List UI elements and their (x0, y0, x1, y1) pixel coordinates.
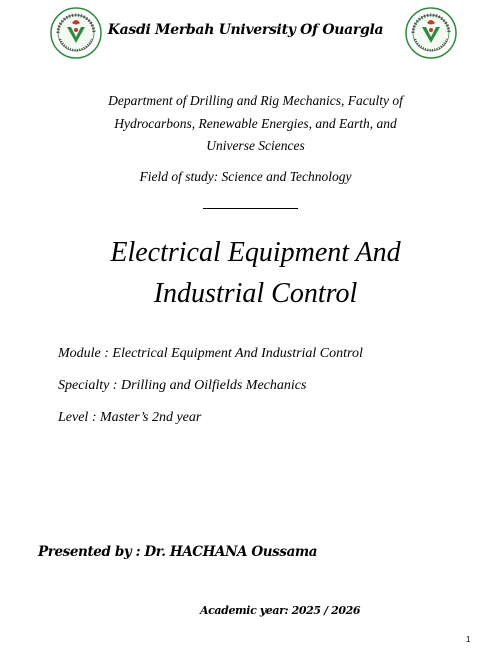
page-number: 1 (466, 635, 471, 644)
academic-year: Academic year: 2025 / 2026 (200, 604, 361, 617)
department-line: Department of Drilling and Rig Mechanics, Faculty of (108, 93, 403, 108)
title-line-1: Electrical Equipment And (110, 237, 401, 268)
divider (203, 208, 298, 209)
department-block (60, 90, 451, 158)
document-title (40, 232, 471, 314)
presenter: Presented by : Dr. HACHANA Oussama (38, 544, 318, 560)
specialty-info: Specialty : Drilling and Oilfields Mechanics (58, 378, 307, 393)
module-info: Module : Electrical Equipment And Industrial Control (58, 346, 363, 361)
level-info: Level : Master’s 2nd year (58, 410, 202, 425)
university-name: Kasdi Merbah University Of Ouargla (107, 22, 384, 38)
field-of-study: Field of study: Science and Technology (139, 169, 352, 184)
title-line-2: Industrial Control (153, 278, 358, 309)
department-line: Universe Sciences (206, 138, 305, 153)
department-line: Hydrocarbons, Renewable Energies, and Earth, and (114, 115, 397, 131)
